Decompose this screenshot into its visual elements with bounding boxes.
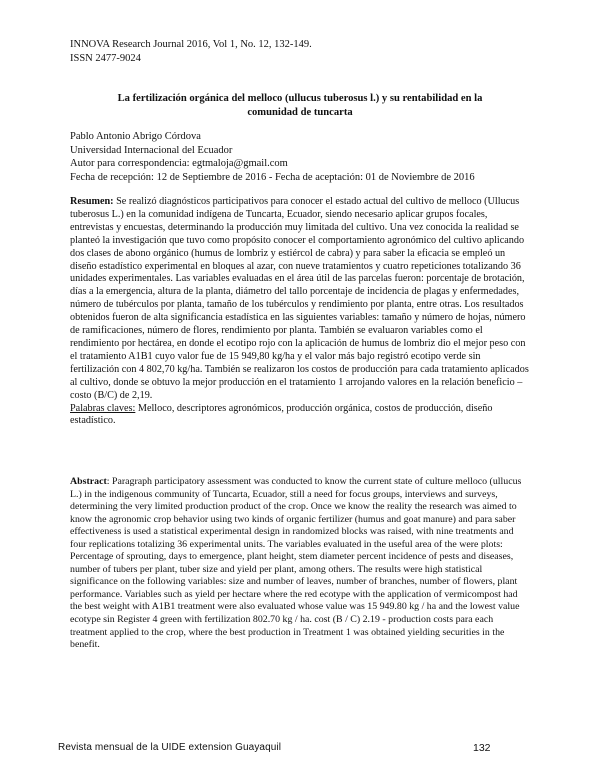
resumen-label: Resumen: bbox=[70, 196, 114, 207]
issn: ISSN 2477-9024 bbox=[70, 53, 141, 64]
keywords-paragraph bbox=[70, 403, 532, 429]
title-line-1: La fertilización orgánica del melloco (ullucus tuberosus l.) y su rentabilidad en la bbox=[117, 93, 483, 104]
resumen-section bbox=[70, 196, 532, 428]
abstract-paragraph bbox=[70, 476, 532, 652]
resumen-body: Se realizó diagnósticos participativos para conocer el estado actual del cultivo de melloco (Ullucus tuberosus L.) en la comunidad indígena de Tuncarta, Ecuador, siendo necesario aplicar grupos focales, entrevistas y encuestas, determinando la producción muy limitada del cultivo. Una vez conocida la realidad se planteó la investigación que tuvo como propósito conocer el comportamiento agronómico del cultivo aplicando dos clases de abono orgánico (humus de lombriz y estiércol de cabra) y para saber la eficacia se empleó un diseño estadístico experimental en bloques al azar, con nueve tratamientos y cuatro repeticiones totalizando 36 unidades experimentales. Las variables evaluadas en el área útil de las parcelas fueron: porcentaje de brotación, días a la emergencia, altura de la planta, diámetro del tallo porcentaje de incidencia de plagas y enfermedades, número de tubérculos por planta, tamaño de los tubérculos y rendimiento por planta, entre otras. Los resultados obtenidos fueron de alta significancia estadística en las siguientes variables: tamaño y número de hojas, número de ramificaciones, número de flores, rendimiento por planta. También se evaluaron variables como el rendimiento por hectárea, en donde el ecotipo rojo con la aplicación de humus de lombriz dio el mejor peso con el tratamiento A1B1 cuyo valor fue de 15 949,80 kg/ha y el valor más bajo registró ecotipo verde sin fertilización con 4 802,70 kg/ha. También se realizaron los costos de producción para cada tratamiento aplicados al cultivo, donde se obtuvo la mejor producción en el tratamiento 1 arrojando valores en la relación beneficio – costo (B/C) de 2,19. bbox=[70, 196, 529, 401]
keywords-body: Melloco, descriptores agronómicos, producción orgánica, costos de producción, diseño estadístico. bbox=[70, 402, 493, 427]
abstract-label: Abstract bbox=[70, 476, 107, 487]
footer-journal: Revista mensual de la UIDE extension Guayaquil bbox=[58, 742, 282, 753]
resumen-paragraph bbox=[70, 196, 532, 403]
title-line-2: comunidad de tuncarta bbox=[247, 107, 353, 118]
keywords-label: Palabras claves: bbox=[70, 402, 136, 414]
abstract-section bbox=[70, 476, 532, 652]
journal-citation: INNOVA Research Journal 2016, Vol 1, No. 12, 132-149. bbox=[70, 39, 312, 50]
author-name: Pablo Antonio Abrigo Córdova bbox=[70, 131, 201, 142]
author-block bbox=[70, 130, 475, 184]
page-footer bbox=[58, 742, 498, 753]
journal-header bbox=[70, 38, 312, 66]
page-number: 132 bbox=[473, 742, 491, 754]
submission-dates: Fecha de recepción: 12 de Septiembre de 2016 - Fecha de aceptación: 01 de Noviembre de 2016 bbox=[70, 171, 475, 183]
author-correspondence: Autor para correspondencia: egtmaloja@gmail.com bbox=[70, 158, 288, 170]
article-title bbox=[70, 92, 530, 120]
abstract-body: : Paragraph participatory assessment was conducted to know the current state of culture melloco (ullucus L.) in the indigenous community of Tuncarta, Ecuador, still a need for focus groups, interviews and surveys, determining the very limited production product of the crop. Once we know the reality the research was aimed to know the agronomic crop behavior using two kinds of organic fertilizer (humus and goat manure) and para saber effectiveness is used a statistical experimental design in randomized blocks was raised, with nine treatments and four replications totalizing 36 experimental units. The variables evaluated in the useful area of the were plots: Percentage of sprouting, days to emergence, plant height, stem diameter percent incidence of pests and diseases, number of tubers per plant, tuber size and yield per plant, among others. The results were high statistical significance on the following variables: size and number of leaves, number of branches, number of flowers, plant performance. Variables such as yield per hectare where the red ecotype with the application of vermicompost had the best weight with A1B1 treatment were also evaluated whose value was 15 949.80 kg / ha and the lowest value ecotype sin Register 4 green with fertilization 802.70 kg / ha. cost (B / C) 2.19 - production costs para each treatment applied to the crop, where the best production in Treatment 1 was obtained yielding securities in the benefit. bbox=[70, 476, 522, 651]
author-institution: Universidad Internacional del Ecuador bbox=[70, 144, 233, 156]
